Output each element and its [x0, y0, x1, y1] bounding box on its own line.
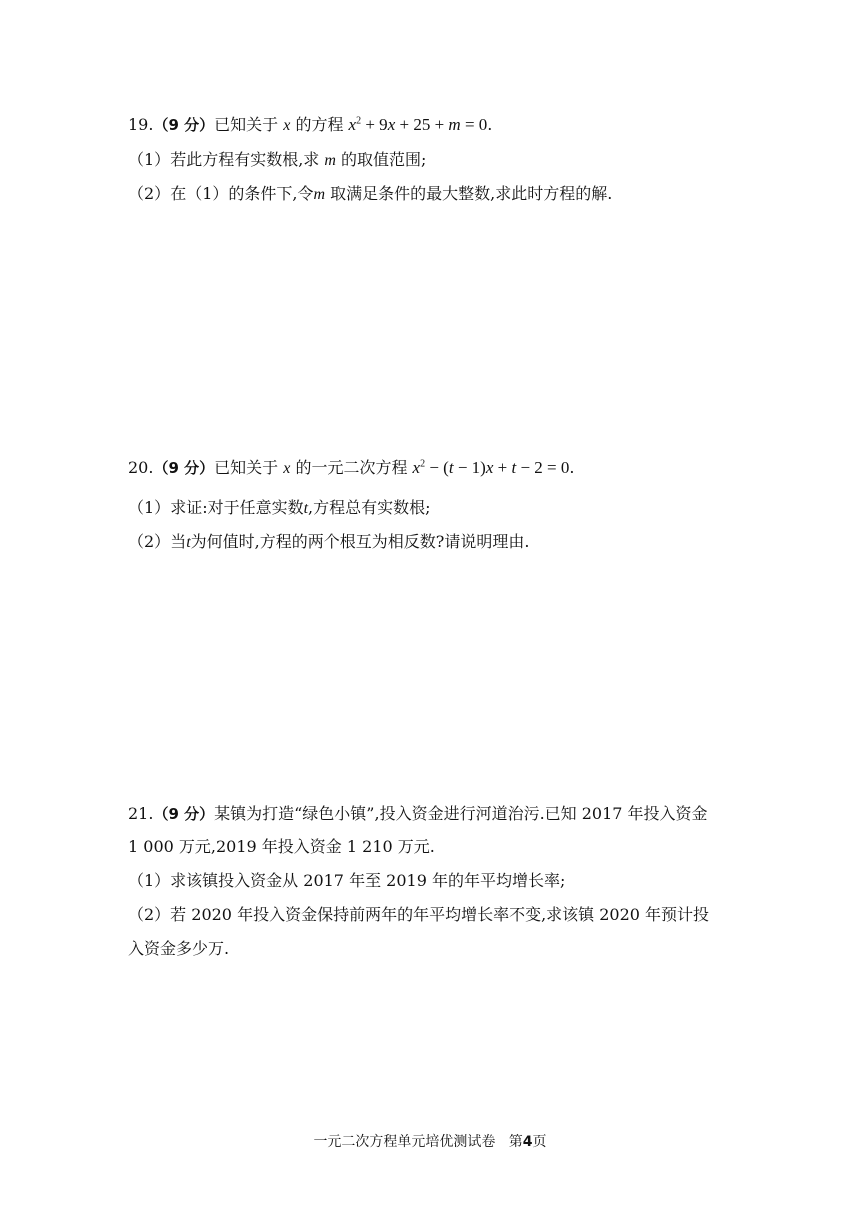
score-label: （9 分）: [153, 459, 215, 477]
question-19-stem: 19.（9 分）已知关于 x 的方程 $x^2 + 9x + 25 + m = 0$.: [128, 115, 493, 134]
page-footer: 一元二次方程单元培优测试卷 第4页: [313, 1134, 547, 1150]
question-number: 19.: [128, 115, 154, 134]
question-20-stem: 20.（9 分）已知关于 x 的一元二次方程 $x^2 - (t - 1)x + t - 2 = 0$.: [128, 458, 575, 477]
question-21-part-1: （1）求该镇投入资金从 2017 年至 2019 年的年平均增长率;: [128, 871, 566, 890]
question-number: 21.: [128, 804, 154, 823]
question-20-part-1: （1）求证:对于任意实数t,方程总有实数根;: [128, 498, 431, 517]
question-21-part-2-continued: 入资金多少万.: [128, 939, 230, 958]
question-21-part-2: （2）若 2020 年投入资金保持前两年的年平均增长率不变,求该镇 2020 年预计投: [128, 905, 710, 924]
question-21-stem-continued: 1 000 万元,2019 年投入资金 1 210 万元.: [128, 837, 435, 856]
question-21-stem: 21.（9 分）某镇为打造“绿色小镇”,投入资金进行河道治污.已知 2017 年投入资金: [128, 804, 708, 823]
equation: $x^2 - (t - 1)x + t - 2 = 0$: [412, 458, 570, 477]
footer-title: 一元二次方程单元培优测试卷: [313, 1134, 496, 1150]
question-19-part-2: （2）在（1）的条件下,令m 取满足条件的最大整数,求此时方程的解.: [128, 184, 613, 203]
score-label: （9 分）: [153, 805, 215, 823]
page-number: 4: [522, 1134, 533, 1150]
score-label: （9 分）: [153, 116, 215, 134]
question-20-part-2: （2）当t为何值时,方程的两个根互为相反数?请说明理由.: [128, 532, 530, 551]
question-19-part-1: （1）若此方程有实数根,求 m 的取值范围;: [128, 150, 427, 169]
equation: $x^2 + 9x + 25 + m = 0$: [348, 115, 488, 134]
question-number: 20.: [128, 458, 154, 477]
